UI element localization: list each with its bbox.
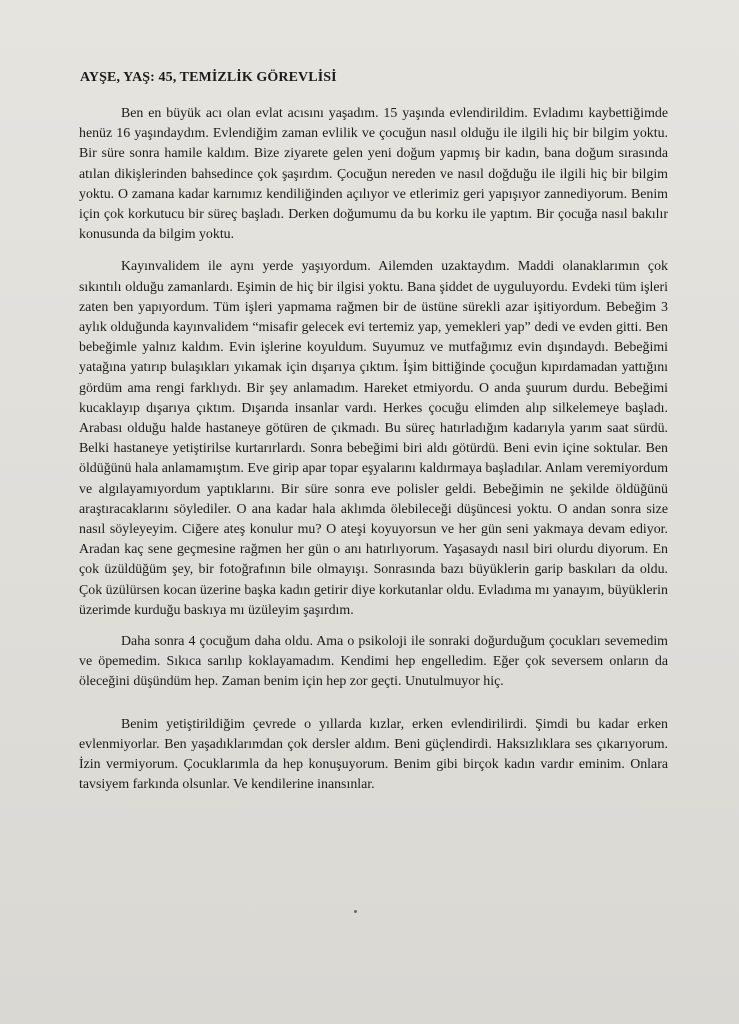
document-body <box>79 104 668 808</box>
document-title: AYŞE, YAŞ: 45, TEMİZLİK GÖREVLİSİ <box>80 70 337 85</box>
page-mark <box>354 910 357 913</box>
paragraph-2: Kayınvalidem ile aynı yerde yaşıyordum. Ailemden uzaktaydım. Maddi olanaklarımın çok sıkıntılı olduğu zamanlardı. Eşimin de hiç bir ilgisi yoktu. Bana şiddet de uyguluyordu. Evdeki tüm işleri zaten ben yapıyordum. Tüm işleri yapmama rağmen bir de üstüne sürekli azar işitiyordum. Bebeğim 3 aylık olduğunda kayınvalidem “misafir gelecek evi tertemiz yap, yemekleri yap” dedi ve evden gitti. Ben bebeğimle yalnız kaldım. Evin işlerine koyuldum. Suyumuz ve mutfağımız evin dışındaydı. Bebeğimi yatağına yatırıp bulaşıkları yıkamak için dışarıya çıktım. İşim bittiğinde çocuğun kıpırdamadan yattığını gördüm ama rengi farklıydı. Bir şey anlamadım. Hareket etmiyordu. O anda şuurum durdu. Bebeğimi kucaklayıp dışarıya çıktım. Dışarıda insanlar vardı. Herkes çocuğu elimden alıp silkelemeye başladı. Arabası olduğu halde hastaneye götüren de çıkmadı. Bu süreç hatırladığım kadarıyla yarım saat sürdü. Belki hastaneye yetiştirilse kurtarırlardı. Sonra bebeğimi biri aldı götürdü. Beni evin içine soktular. Ben öldüğünü hala anlamamıştım. Eve girip apar topar eşyalarını kaldırmaya başladılar. Anlam veremiyordum ve algılayamıyordum yaptıklarını. Bir süre sonra eve polisler geldi. Bebeğimin ne şekilde öldüğünü araştıracaklarını söylediler. O ana kadar hala aklımda ölebileceği düşüncesi yoktu. O andan sonra size nasıl söyleyeyim. Ciğere ateş konulur mu? O ateşi koyuyorsun ve her gün seni yakmaya devam ediyor. Aradan kaç sene geçmesine rağmen her gün o anı hatırlıyorum. Yaşasaydı nasıl biri olurdu diyorum. En çok üzüldüğüm şey, bir fotoğrafının bile olmayışı. Sonrasında bazı büyüklerin garip baskıları da oldu. Çok üzülürsen kocan üzerine başka kadın getirir diye korkutanlar oldu. Evladıma mı yanayım, büyüklerin üzerimde kurduğu baskıya mı üzüleyim şaşırdım. <box>79 259 668 618</box>
paragraph-3: Daha sonra 4 çocuğum daha oldu. Ama o psikoloji ile sonraki doğurduğum çocukları sevemedim ve öpemedim. Sıkıca sarılıp koklayamadım. Kendimi hep engelledim. Eğer çok seversem onların da öleceğini düşündüm hep. Zaman benim için hep zor geçti. Unutulmuyor hiç. <box>79 634 668 690</box>
paragraph-1: Ben en büyük acı olan evlat acısını yaşadım. 15 yaşında evlendirildim. Evladımı kaybettiğimde henüz 16 yaşındaydım. Evlendiğim zaman evlilik ve çocuğun nasıl olduğu ile ilgili hiç bir bilgim yoktu. Bir süre sonra hamile kaldım. Bize ziyarete gelen yeni doğum yapmış bir kadın, bana doğum sırasında atılan dikişlerinden bahsedince çok şaşırdım. Çocuğun nereden ve nasıl doğduğu ile ilgili hiç bir bilgim yoktu. O zamana kadar karnımız kendiliğinden açılıyor ve etlerimiz geri yapışıyor zannediyorum. Benim için çok korkutucu bir süreç başladı. Derken doğumumu da bu korku ile yaptım. Bir çocuğa nasıl bakılır konusunda da bilgim yoktu. <box>79 106 668 243</box>
paragraph-4: Benim yetiştirildiğim çevrede o yıllarda kızlar, erken evlendirilirdi. Şimdi bu kadar erken evlenmiyorlar. Ben yaşadıklarımdan çok dersler aldım. Beni güçlendirdi. Haksızlıklara ses çıkarıyorum. İzin vermiyorum. Çocuklarımla da hep konuşuyorum. Benim gibi birçok kadın vardır eminim. Onlara tavsiyem farkında olsunlar. Ve kendilerine inansınlar. <box>79 716 668 793</box>
